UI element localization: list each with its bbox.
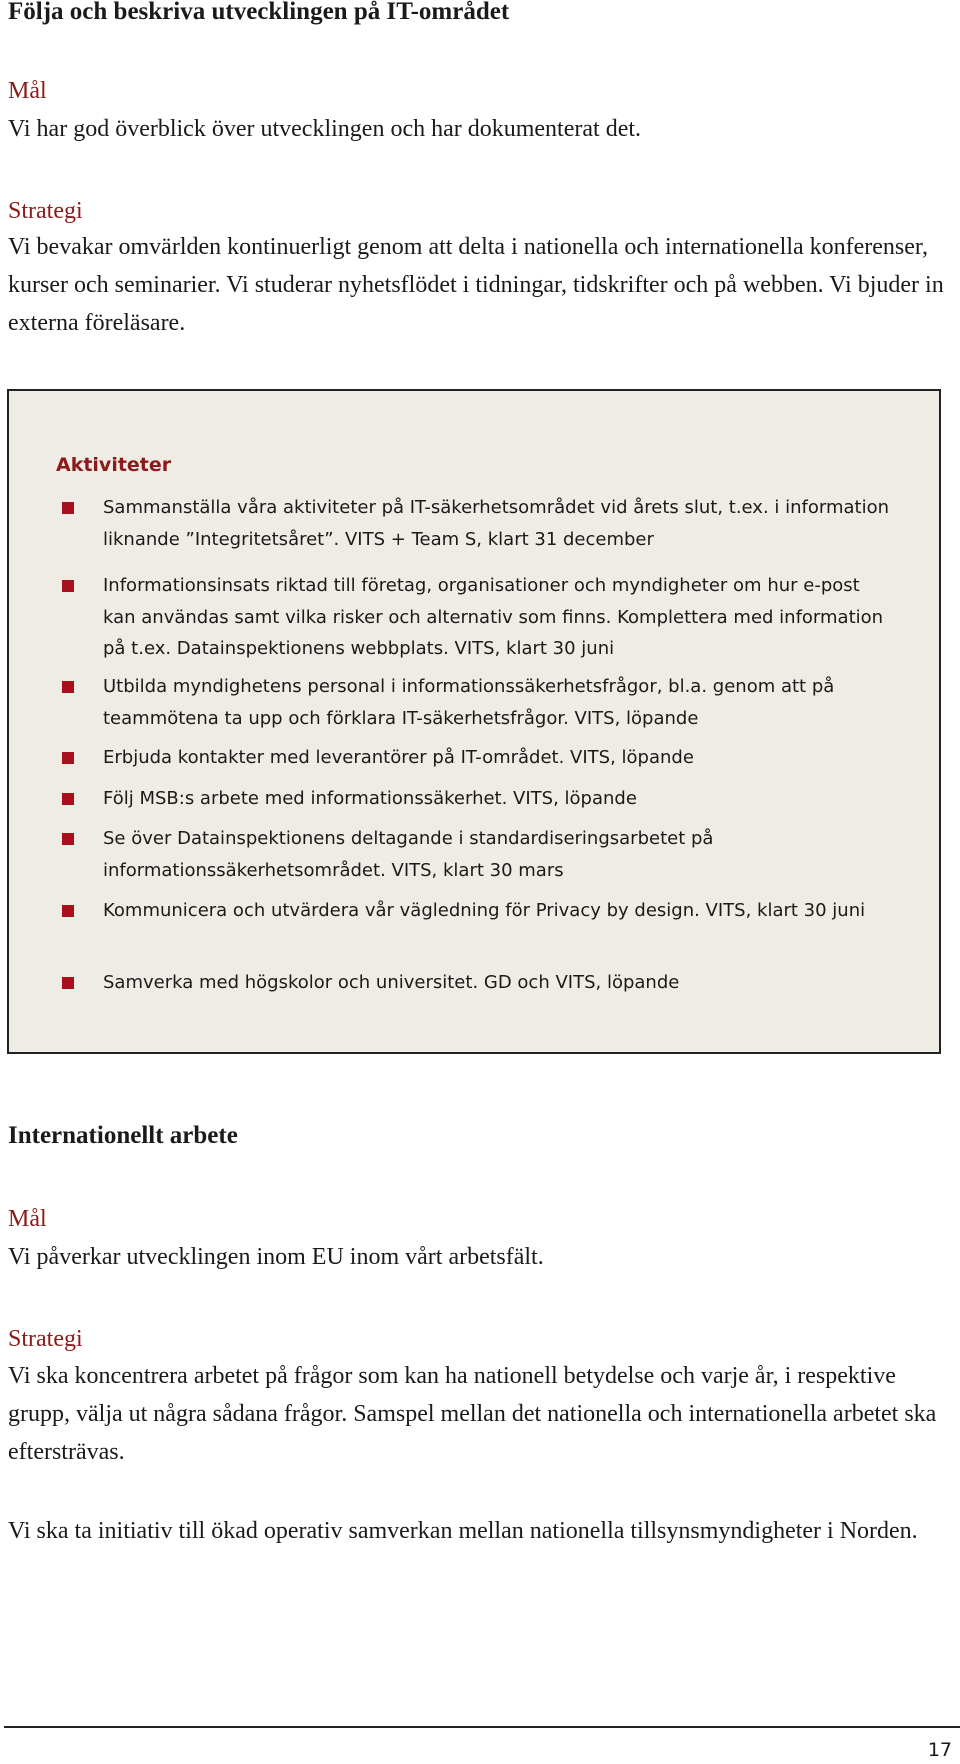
goal-label: Mål xyxy=(8,1206,47,1232)
square-bullet-icon xyxy=(62,833,74,845)
square-bullet-icon xyxy=(62,752,74,764)
activity-item xyxy=(103,671,893,734)
footer-divider xyxy=(4,1726,960,1728)
section-heading-international: Internationellt arbete xyxy=(8,1122,238,1149)
activity-item xyxy=(103,783,893,815)
square-bullet-icon xyxy=(62,502,74,514)
activity-item xyxy=(103,823,893,886)
square-bullet-icon xyxy=(62,793,74,805)
square-bullet-icon xyxy=(62,580,74,592)
section-heading-it: Följa och beskriva utvecklingen på IT-området xyxy=(8,0,510,25)
goal-text: Vi har god överblick över utvecklingen och har dokumenterat det. xyxy=(8,116,642,142)
square-bullet-icon xyxy=(62,905,74,917)
page-number: 17 xyxy=(927,1739,952,1761)
activity-item xyxy=(103,742,893,774)
square-bullet-icon xyxy=(62,681,74,693)
activity-text: Kommunicera och utvärdera vår vägledning för Privacy by design. VITS, klart 30 juni xyxy=(103,900,866,921)
activity-text: Utbilda myndighetens personal i informationssäkerhetsfrågor, bl.a. genom att på teammötena ta upp och förklara IT-säkerhetsfrågor. VITS, löpande xyxy=(103,676,835,729)
strategy-text: Vi ska koncentrera arbetet på frågor som kan ha nationell betydelse och varje år, i respektive grupp, välja ut några sådana frågor. Samspel mellan det nationella och internationella arbetet ska eftersträvas. xyxy=(8,1363,937,1465)
goal-text: Vi påverkar utvecklingen inom EU inom vårt arbetsfält. xyxy=(8,1244,544,1270)
strategy-text: Vi bevakar omvärlden kontinuerligt genom att delta i nationella och internationella konferenser, kurser och seminarier. Vi studerar nyhetsflödet i tidningar, tidskrifter och på webben. Vi bjuder in externa föreläsare. xyxy=(8,234,944,336)
activity-item xyxy=(103,895,893,927)
activity-item xyxy=(103,570,893,665)
activity-text: Se över Datainspektionens deltagande i standardiseringsarbetet på informationssäkerhetsområdet. VITS, klart 30 mars xyxy=(103,828,714,881)
strategy-label: Strategi xyxy=(8,1326,83,1352)
goal-label: Mål xyxy=(8,78,47,104)
activity-item xyxy=(103,492,893,555)
initiative-text: Vi ska ta initiativ till ökad operativ samverkan mellan nationella tillsynsmyndigheter i Norden. xyxy=(8,1518,918,1544)
activity-text: Följ MSB:s arbete med informationssäkerhet. VITS, löpande xyxy=(103,788,637,809)
activities-title: Aktiviteter xyxy=(56,454,172,476)
strategy-label: Strategi xyxy=(8,198,83,224)
activity-text: Sammanställa våra aktiviteter på IT-säkerhetsområdet vid årets slut, t.ex. i information liknande ”Integritetsåret”. VITS + Team S, klart 31 december xyxy=(103,497,890,550)
activity-text: Samverka med högskolor och universitet. GD och VITS, löpande xyxy=(103,972,680,993)
activity-item xyxy=(103,967,893,999)
activity-text: Informationsinsats riktad till företag, organisationer och myndigheter om hur e-post kan användas samt vilka risker och alternativ som finns. Komplettera med information på t.ex. Datainspektionens webbplats. VITS, klart 30 juni xyxy=(103,575,884,659)
square-bullet-icon xyxy=(62,977,74,989)
activity-text: Erbjuda kontakter med leverantörer på IT-området. VITS, löpande xyxy=(103,747,694,768)
